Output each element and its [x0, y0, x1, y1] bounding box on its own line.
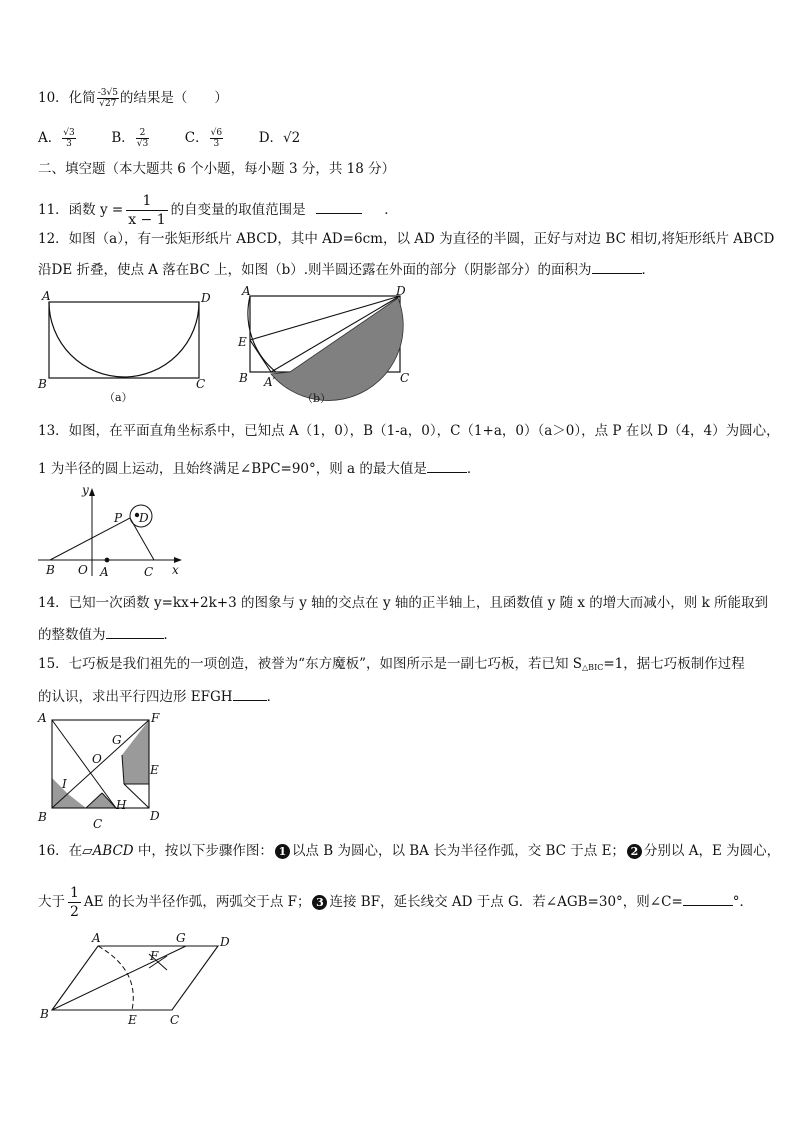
step-2-marker: 2	[627, 844, 642, 859]
q11-stem: 11．函数 y = $\frac{1}{x - 1}$ 的自变量的取值范围是 ．	[38, 193, 398, 228]
q15-answer-blank[interactable]	[233, 686, 267, 701]
label-b: B	[40, 1007, 49, 1021]
label-o: O	[78, 563, 88, 577]
label-b: B	[38, 810, 47, 824]
label-b: B	[46, 563, 55, 577]
q14-line1: 14．已知一次函数 y=kx+2k+3 的图象与 y 轴的交点在 y 轴的正半轴上，且函数值 y 随 x 的增大而减小，则 k 所能取到	[38, 595, 769, 611]
q10-option-a: A． $\frac{√3}{3}$	[38, 128, 75, 149]
label-e: E	[238, 335, 247, 349]
label-d: D	[220, 935, 230, 949]
step-3-marker: 3	[312, 895, 327, 910]
label-f: F	[150, 949, 159, 963]
label-a: A	[100, 565, 109, 579]
label-a: A	[38, 711, 47, 725]
half-fraction: $\frac{1}{2}$	[70, 885, 79, 920]
q12-figure-b	[234, 286, 424, 408]
q10-option-c: C． $\frac{√6}{3}$	[184, 128, 223, 149]
shaded-region	[271, 298, 403, 401]
q10-prefix: 10．化简	[38, 90, 96, 106]
label-y: y	[82, 483, 89, 497]
q13-figure	[34, 482, 194, 578]
q10-fraction: $\frac{-3√5}{√27}$	[97, 88, 118, 109]
q10-option-b: B． $\frac{2}{√3}$	[111, 128, 149, 149]
semicircle	[49, 302, 199, 377]
parallelogram-abcd	[52, 946, 218, 1010]
q10-stem	[38, 88, 228, 109]
ray-bg	[52, 946, 186, 1010]
label-b: B	[239, 371, 248, 385]
q10-options	[38, 128, 300, 149]
q11-fraction: $\frac{1}{x - 1}$	[128, 193, 166, 228]
label-e: E	[150, 763, 159, 777]
q13-answer-blank[interactable]	[427, 458, 467, 473]
label-d: D	[396, 284, 406, 298]
shaded-triangle	[86, 793, 116, 808]
label-c: C	[400, 371, 410, 385]
q11-answer-blank[interactable]	[316, 199, 362, 214]
q15-line1: 15．七巧板是我们祖先的一项创造，被誉为“东方魔板”，如图所示是一副七巧板，若已知 $S_{\triangle BIC}=1$，据七巧板制作过程	[38, 656, 745, 672]
q10-option-d: D．√2	[258, 130, 301, 146]
label-x: x	[172, 563, 179, 577]
caption-b: （b）	[302, 392, 332, 405]
label-c: C	[196, 377, 206, 391]
q12-line1: 12．如图（a），有一张矩形纸片 ABCD，其中 AD=6cm，以 AD 为直径的半圆，正好与对边 BC 相切,将矩形纸片 ABCD	[38, 231, 775, 247]
q16-parallelogram-figure	[36, 932, 236, 1030]
label-c: C	[93, 817, 103, 831]
q15-tangram-figure	[36, 708, 170, 834]
label-d: D	[201, 291, 211, 305]
point-a	[105, 558, 110, 563]
q16-line1: 16．在▱ABCD 中，按以下步骤作图： 1 以点 B 为圆心，以 BA 长为半径作弧，交 BC 于点 E； 2 分别以 A，E 为圆心，	[38, 843, 781, 859]
label-i: I	[62, 777, 67, 791]
label-p: P	[114, 511, 123, 525]
label-c: C	[170, 1013, 180, 1027]
label-h: H	[116, 798, 127, 812]
label-g: G	[176, 931, 186, 945]
q12-answer-blank[interactable]	[592, 259, 642, 274]
label-a: A	[92, 931, 101, 945]
y-axis-arrow	[89, 488, 95, 496]
q14-answer-blank[interactable]	[106, 624, 164, 639]
label-g: G	[112, 733, 122, 747]
label-c: C	[144, 565, 154, 579]
q15-line2: 的认识，求出平行四边形 EFGH ．	[38, 686, 280, 706]
arc-ae	[98, 946, 133, 1010]
q16-answer-blank[interactable]	[683, 891, 733, 906]
q14-line2: 的整数值为 ．	[38, 624, 177, 644]
section-title: 二、填空题（本大题共 6 个小题，每小题 3 分，共 18 分）	[38, 161, 396, 177]
caption-a: （a）	[104, 391, 133, 404]
q16-line2: 大于 $\frac{1}{2}$ AE 的长为半径作弧，两弧交于点 F； 3 连接 BF，延长线交 AD 于点 G．若∠AGB=30°，则∠C= °．	[38, 885, 754, 920]
label-d: D	[150, 809, 160, 823]
segment-ea-prime	[250, 340, 271, 372]
label-a-prime: A′	[264, 375, 276, 389]
q12-line2: 沿DE 折叠，使点 A 落在BC 上，如图（b）.则半圆还露在外面的部分（阴影部分）的面积为 ．	[38, 259, 655, 279]
q13-line1: 13．如图，在平面直角坐标系中，已知点 A（1，0），B（1-a，0），C（1+a，0）（a＞0），点 P 在以 D（4，4）为圆心，	[38, 423, 780, 439]
segment-hd	[124, 784, 149, 808]
label-f: F	[151, 711, 160, 725]
rectangle-abcd	[49, 302, 199, 378]
label-d: D	[139, 511, 149, 525]
label-b: B	[38, 377, 47, 391]
label-a: A	[42, 289, 51, 303]
q12-figure-a	[36, 288, 216, 404]
shaded-parallelogram	[122, 720, 149, 784]
label-o: O	[92, 752, 102, 766]
label-a: A	[242, 284, 251, 298]
step-1-marker: 1	[275, 844, 290, 859]
label-e: E	[128, 1013, 137, 1027]
q10-suffix: 的结果是（ ）	[119, 90, 228, 106]
q13-line2: 1 为半径的圆上运动，且始终满足∠BPC=90°，则 a 的最大值是 ．	[38, 458, 480, 478]
